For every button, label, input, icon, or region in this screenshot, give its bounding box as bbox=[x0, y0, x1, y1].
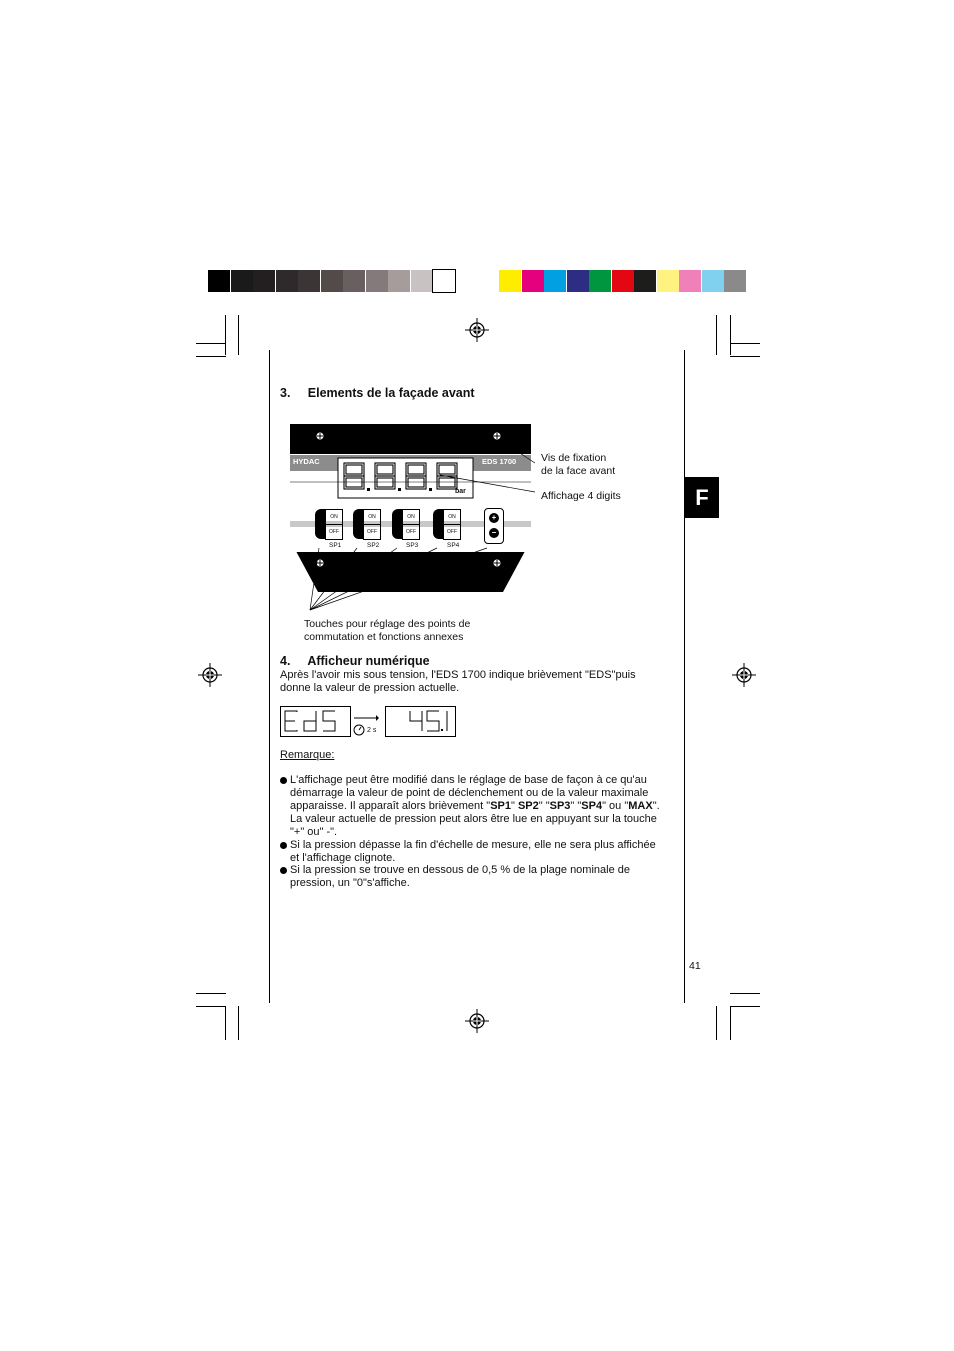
arrow-icon bbox=[354, 714, 379, 722]
bullet-3-line-1: Si la pression se trouve en dessous de 0,5 % de la plage nominale de bbox=[290, 864, 630, 876]
sp1-label: SP1 bbox=[329, 542, 342, 549]
timer-label: 2 s bbox=[367, 727, 377, 734]
remark-bullet-3 bbox=[280, 864, 680, 890]
bullet-1-line-2: démarrage la valeur de point de déclenchement ou de la valeur maximale bbox=[290, 787, 649, 799]
lcd-pressure-display bbox=[385, 706, 456, 737]
screws-callout-line2: de la face avant bbox=[541, 465, 616, 477]
bullet-1-line-5: "+" ou" -". bbox=[290, 826, 338, 838]
device-brand: HYDAC bbox=[293, 457, 320, 466]
lcd-eds-text bbox=[290, 740, 292, 741]
section-4-paragraph-line2: donne la valeur de pression actuelle. bbox=[280, 682, 460, 694]
display-callout: Affichage 4 digits bbox=[541, 490, 621, 502]
minus-button[interactable]: − bbox=[489, 528, 499, 538]
sp3-button[interactable]: ON OFF bbox=[392, 509, 420, 539]
sp4-label: SP4 bbox=[447, 542, 460, 549]
bullet-icon bbox=[280, 842, 287, 849]
bullet-3-line-2: pression, un "0"s'affiche. bbox=[290, 877, 410, 889]
section-4-heading: 4. Afficheur numérique bbox=[280, 654, 430, 668]
bullet-2-line-1: Si la pression dépasse la fin d'échelle de mesure, elle ne sera plus affichée bbox=[290, 839, 656, 851]
lcd-startup-display bbox=[280, 706, 351, 737]
bullet-1-line-3: apparaisse. Il apparaît alors brièvement "SP1" SP2" "SP3" "SP4" ou "MAX". bbox=[290, 800, 660, 812]
sp4-button[interactable]: ON OFF bbox=[433, 509, 461, 539]
section-4-paragraph-line1: Après l'avoir mis sous tension, l'EDS 1700 indique brièvement "EDS"puis bbox=[280, 669, 636, 681]
timer-icon bbox=[353, 724, 365, 736]
remark-bullet-1 bbox=[280, 774, 680, 840]
lcd-value-segments bbox=[386, 707, 455, 736]
plus-button[interactable]: + bbox=[489, 513, 499, 523]
keys-callout-line1: Touches pour réglage des points de bbox=[304, 618, 471, 630]
bullet-1-line-4: La valeur actuelle de pression peut alors être lue en appuyant sur la touche bbox=[290, 813, 657, 825]
keys-callout-line2: commutation et fonctions annexes bbox=[304, 631, 464, 643]
page-number: 41 bbox=[689, 960, 701, 972]
bullet-1-line-1: L'affichage peut être modifié dans le réglage de base de façon à ce qu'au bbox=[290, 774, 647, 786]
screws-callout-line1: Vis de fixation bbox=[541, 452, 607, 464]
remark-bullet-2 bbox=[280, 839, 680, 865]
language-tab: F bbox=[685, 477, 719, 518]
sp1-button[interactable]: ON OFF bbox=[315, 509, 343, 539]
lcd-value-text bbox=[400, 740, 402, 741]
registration-mark-bottom bbox=[465, 1009, 489, 1033]
bullet-icon bbox=[280, 867, 287, 874]
device-model: EDS 1700 bbox=[482, 457, 517, 466]
sp2-label: SP2 bbox=[367, 542, 380, 549]
sp3-label: SP3 bbox=[406, 542, 419, 549]
remarque-label: Remarque: bbox=[280, 749, 335, 761]
section-3-heading: 3. Elements de la façade avant bbox=[280, 386, 475, 400]
sp2-button[interactable]: ON OFF bbox=[353, 509, 381, 539]
bullet-2-line-2: et l'affichage clignote. bbox=[290, 852, 396, 864]
device-unit: bar bbox=[455, 488, 466, 495]
lcd-eds-segments bbox=[281, 707, 350, 736]
bullet-icon bbox=[280, 777, 287, 784]
